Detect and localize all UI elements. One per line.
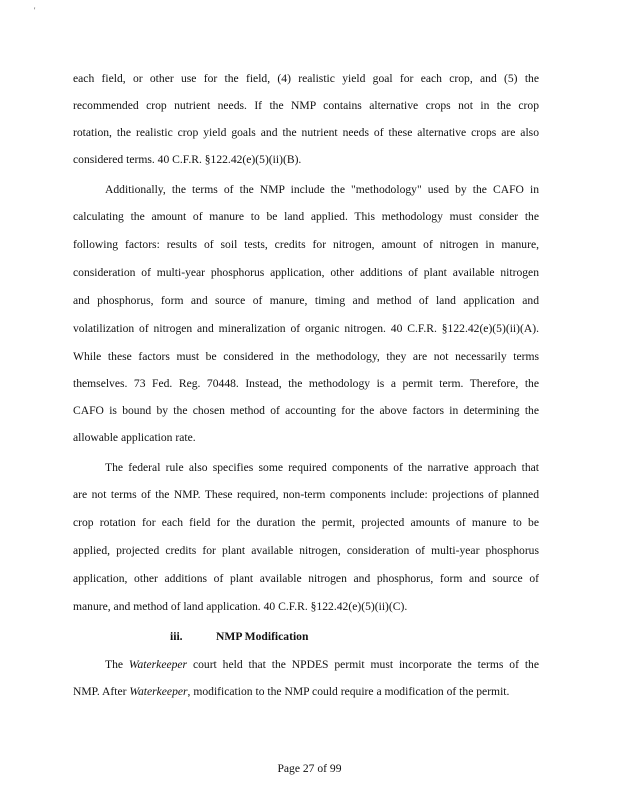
paragraph3-line: are not terms of the NMP. These required, non-term components include: projections of planned <box>73 488 539 501</box>
paragraph3-line: applied, projected credits for plant available nitrogen, consideration of multi-year phosphorus <box>73 544 539 557</box>
paragraph4-line <box>105 658 539 672</box>
paragraph2-line: allowable application rate. <box>73 431 196 444</box>
section-heading <box>170 630 308 643</box>
page-mark: ' <box>34 6 36 15</box>
section-number: iii. <box>170 630 183 643</box>
paragraph2-line: While these factors must be considered in the methodology, they are not necessarily terms <box>73 350 539 363</box>
text-run: court held that the NPDES permit must incorporate the terms of the <box>187 658 539 671</box>
text-run: The <box>105 658 129 671</box>
paragraph3-line: crop rotation for each field for the duration the permit, projected amounts of manure to be <box>73 516 539 529</box>
text-run: NMP. After <box>73 685 130 698</box>
paragraph1-line: rotation, the realistic crop yield goals and the nutrient needs of these alternative crops are also <box>73 126 539 139</box>
paragraph3-line: The federal rule also specifies some required components of the narrative approach that <box>105 461 539 474</box>
paragraph1-line: each field, or other use for the field, (4) realistic yield goal for each crop, and (5) the <box>73 72 539 85</box>
paragraph3-line: application, other additions of plant available nitrogen and phosphorus, form and source of <box>73 572 539 585</box>
paragraph2-line: themselves. 73 Fed. Reg. 70448. Instead, the methodology is a permit term. Therefore, the <box>73 377 539 390</box>
paragraph3-line: manure, and method of land application. 40 C.F.R. §122.42(e)(5)(ii)(C). <box>73 600 408 613</box>
page-number: Page 27 of 99 <box>277 762 342 775</box>
paragraph2-line: calculating the amount of manure to be land applied. This methodology must consider the <box>73 210 539 223</box>
paragraph4-line <box>73 685 539 699</box>
paragraph2-line: consideration of multi-year phosphorus application, other additions of plant available nitrogen <box>73 266 539 279</box>
section-title: NMP Modification <box>216 630 309 643</box>
case-name: Waterkeeper <box>129 685 188 698</box>
paragraph2-line: and phosphorus, form and source of manure, timing and method of land application and <box>73 294 539 307</box>
paragraph1-line: considered terms. 40 C.F.R. §122.42(e)(5)(ii)(B). <box>73 153 302 166</box>
paragraph2-line: volatilization of nitrogen and mineralization of organic nitrogen. 40 C.F.R. §122.42(e)(5)(ii)(A). <box>73 322 539 335</box>
case-name: Waterkeeper <box>128 658 188 671</box>
paragraph2-line: following factors: results of soil tests, credits for nitrogen, amount of nitrogen in manure, <box>73 238 539 251</box>
paragraph2-line: CAFO is bound by the chosen method of accounting for the above factors in determining the <box>73 404 539 417</box>
text-run: , modification to the NMP could require a modification of the permit. <box>187 685 510 698</box>
paragraph1-line: recommended crop nutrient needs. If the NMP contains alternative crops not in the crop <box>73 99 539 112</box>
paragraph2-line: Additionally, the terms of the NMP include the "methodology" used by the CAFO in <box>105 183 539 196</box>
